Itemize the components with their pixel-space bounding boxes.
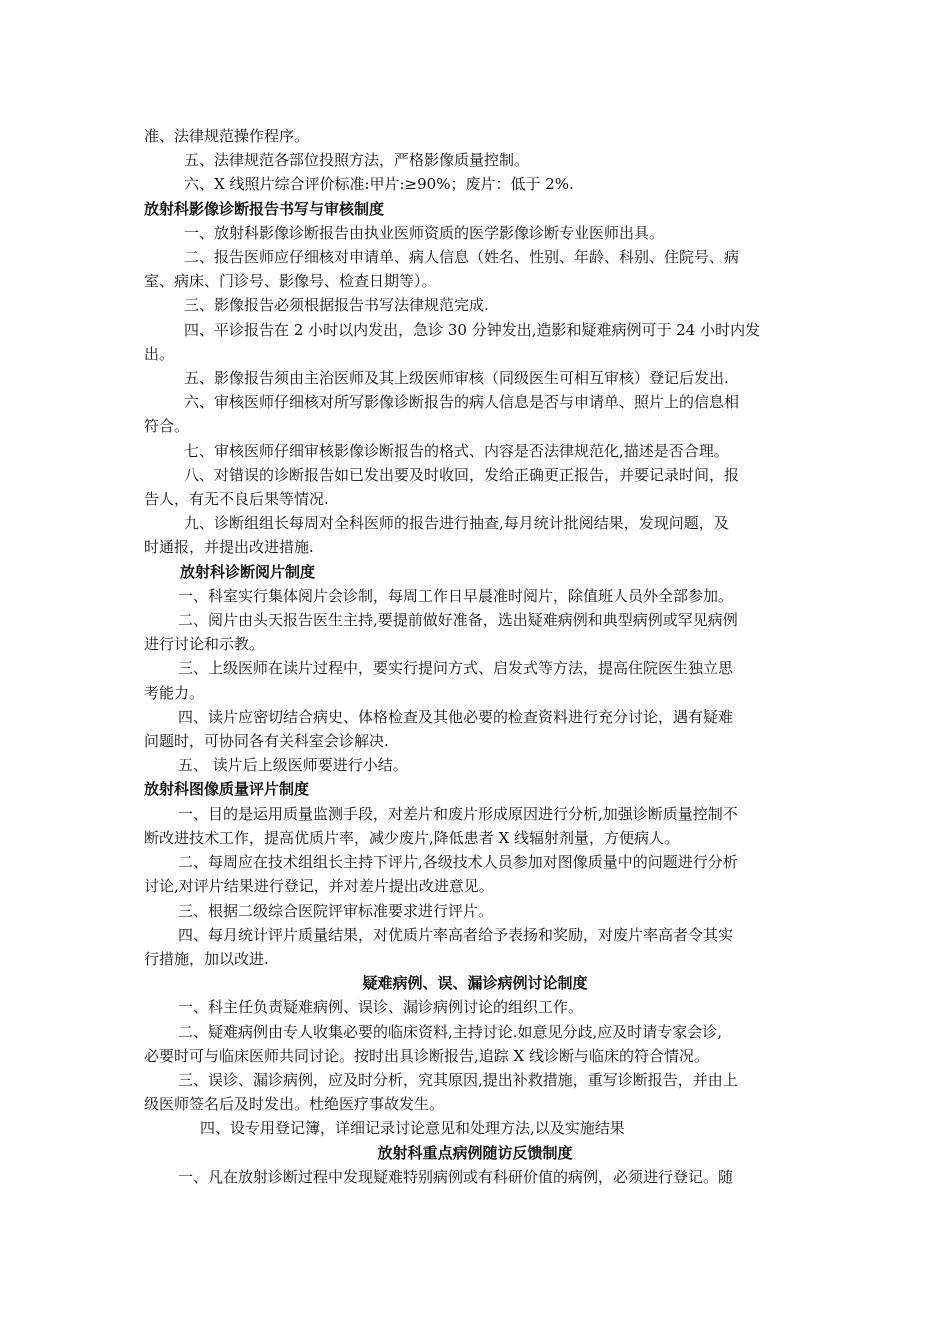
text-line: 二、每周应在技术组组长主持下评片,各级技术人员参加对图像质量中的问题进行分析 [178, 853, 738, 872]
text-line: 八、对错误的诊断报告如已发出要及时收回，发给正确更正报告，并要记录时间，报 [184, 465, 740, 484]
text-line: 一、科室实行集体阅片会诊制，每周工作日早晨准时阅片，除值班人员外全部参加。 [178, 586, 734, 605]
text-line: 行措施，加以改进. [144, 949, 269, 968]
text-line: 四、读片应密切结合病史、体格检查及其他必要的检查资料进行充分讨论，遇有疑难 [178, 707, 734, 726]
text-line: 时通报，并提出改进措施. [144, 538, 314, 557]
text-line: 三、误诊、漏诊病例，应及时分析，究其原因,提出补救措施，重写诊断报告，并由上 [178, 1070, 738, 1089]
text-line: 三、影像报告必须根据报告书写法律规范完成. [184, 296, 489, 315]
section-heading: 放射科影像诊断报告书写与审核制度 [144, 199, 385, 218]
text-line: 准、法律规范操作程序。 [144, 127, 310, 145]
text-line: 符合。 [144, 417, 190, 436]
text-line: 一、放射科影像诊断报告由执业医师资质的医学影像诊断专业医师出具。 [184, 223, 665, 242]
text-line: 一、凡在放射诊断过程中发现疑难特别病例或有科研价值的病例，必须进行登记。随 [178, 1167, 734, 1186]
text-line: 二、疑难病例由专人收集必要的临床资料,主持讨论.如意见分歧,应及时请专家会诊, [178, 1022, 723, 1041]
text-line: 一、目的是运用质量监测手段，对差片和废片形成原因进行分析,加强诊断质量控制不 [178, 804, 738, 823]
text-line: 讨论,对评片结果进行登记，并对差片提出改进意见。 [144, 877, 494, 896]
text-line: 断改进技术工作，提高优质片率，减少废片,降低患者 X 线辐射剂量，方便病人。 [144, 828, 679, 847]
text-line: 出。 [144, 344, 175, 363]
section-heading: 放射科诊断阅片制度 [180, 562, 316, 581]
text-line: 五、影像报告须由主治医师及其上级医师审核（同级医生可相互审核）登记后发出. [184, 369, 729, 388]
text-line: 级医师签名后及时发出。杜绝医疗事故发生。 [144, 1095, 445, 1114]
text-line: 五、法律规范各部位投照方法，严格影像质量控制。 [184, 151, 530, 170]
text-line: 室、病床、门诊号、影像号、检查日期等）。 [144, 272, 437, 291]
text-line: 二、报告医师应仔细核对申请单、病人信息（姓名、性别、年龄、科别、住院号、病 [184, 248, 740, 267]
text-line: 告人，有无不良后果等情况. [144, 490, 329, 509]
text-line: 考能力。 [144, 683, 205, 702]
section-heading: 放射科图像质量评片制度 [144, 780, 310, 799]
text-line: 七、审核医师仔细审核影像诊断报告的格式、内容是否法律规范化,描述是否合理。 [184, 441, 729, 460]
text-line: 六、X 线照片综合评价标准:甲片:≥90%；废片：低于 2%. [184, 175, 574, 194]
text-line: 三、上级医师在读片过程中，要实行提问方式、启发式等方法，提高住院医生独立思 [178, 659, 734, 678]
text-line: 一、科主任负责疑难病例、误诊、漏诊病例讨论的组织工作。 [178, 998, 584, 1017]
document-body [144, 124, 806, 1189]
text-line: 进行讨论和示教。 [144, 635, 265, 654]
section-heading: 疑难病例、误、漏诊病例讨论制度 [362, 974, 588, 993]
section-heading: 放射科重点病例随访反馈制度 [377, 1143, 573, 1162]
text-line: 问题时，可协同各有关科室会诊解决. [144, 732, 389, 751]
text-line: 四、平诊报告在 2 小时以内发出，急诊 30 分钟发出,造影和疑难病例可于 24 小时内发 [184, 320, 761, 339]
text-line: 四、设专用登记簿，详细记录讨论意见和处理方法,以及实施结果 [200, 1119, 625, 1138]
text-line: 必要时可与临床医师共同讨论。按时出具诊断报告,追踪 X 线诊断与临床的符合情况。 [144, 1046, 709, 1065]
text-line: 九、诊断组组长每周对全科医师的报告进行抽查,每月统计批阅结果，发现问题，及 [184, 514, 729, 533]
text-line: 五、 读片后上级医师要进行小结。 [178, 756, 408, 775]
text-line: 四、每月统计评片质量结果，对优质片率高者给予表扬和奖励，对废片率高者令其实 [178, 925, 734, 944]
text-line: 三、根据二级综合医院评审标准要求进行评片。 [178, 901, 494, 920]
text-line: 二、阅片由头天报告医生主持,要提前做好准备，选出疑难病例和典型病例或罕见病例 [178, 611, 738, 630]
text-line: 六、审核医师仔细核对所写影像诊断报告的病人信息是否与申请单、照片上的信息相 [184, 393, 740, 412]
